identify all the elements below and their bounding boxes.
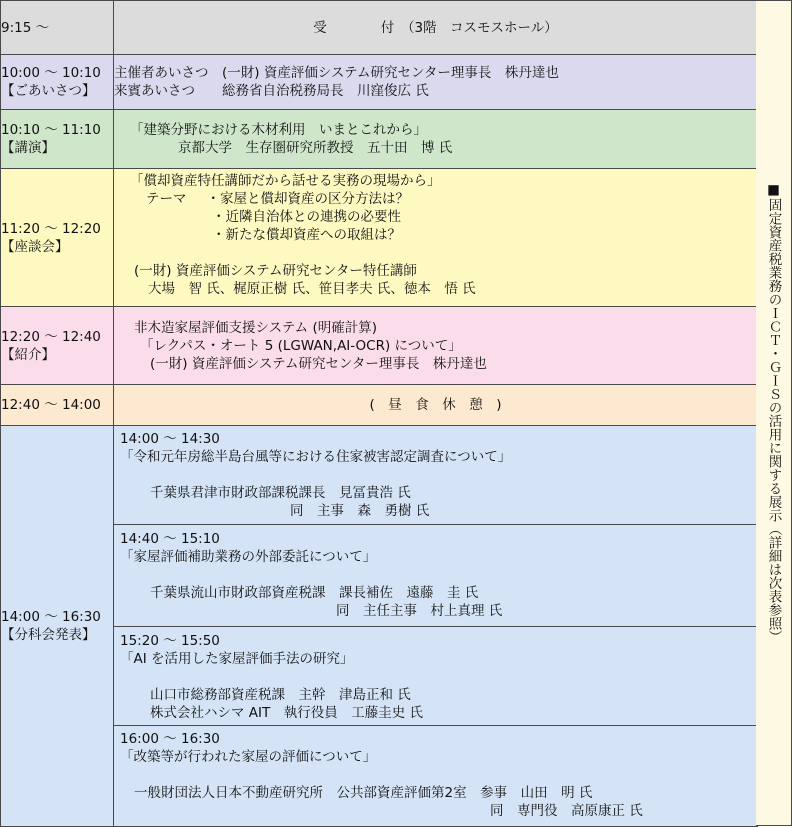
reception-label: 受 付 （3階 コスモスホール） — [313, 19, 558, 36]
session-talk-4 — [114, 726, 757, 825]
exhibition-sidebar-text: ■固定資産税業務のＩＣＴ・ＧＩＳの活用に関する展示（詳細は次表参照） — [765, 182, 782, 644]
talk-1-title: 「令和元年房総半島台風等における住家被害認定調査について」 — [120, 449, 512, 465]
intro-title: 「レクパス・オート 5 (LGWAN,AI-OCR) について」 — [140, 337, 462, 354]
intro-time-cell — [1, 307, 114, 385]
panel-time-cell — [1, 169, 114, 307]
panel-content-cell — [114, 169, 758, 307]
reception-time-cell — [1, 1, 114, 55]
lunch-row — [1, 385, 758, 426]
lunch-time-cell — [1, 385, 114, 426]
greeting-content-cell — [114, 55, 758, 110]
greeting-time: 10:00 ～ 10:10 — [1, 65, 101, 81]
session-content-cell — [114, 426, 758, 827]
panel-speakers: 大場 智 氏、梶原正樹 氏、笹目孝夫 氏、徳本 悟 氏 — [148, 281, 476, 297]
talk-2-speaker-1: 千葉県流山市財政部資産税課 課長補佐 遠藤 圭 氏 — [150, 585, 479, 601]
session-time: 14:00 ～ 16:30 — [1, 609, 101, 625]
reception-content-cell — [114, 1, 758, 55]
exhibition-sidebar — [756, 0, 792, 826]
lecture-title: 「建築分野における木材利用 いまとこれから」 — [130, 122, 427, 138]
greeting-guest-line: 来賓あいさつ 総務省自治税務局長 川窪俊広 氏 — [114, 83, 429, 99]
greeting-row — [1, 55, 758, 110]
lunch-content-cell — [114, 385, 758, 426]
talk-2-time: 14:40 ～ 15:10 — [120, 531, 220, 547]
greeting-tag: 【ごあいさつ】 — [1, 83, 96, 99]
session-row — [1, 426, 758, 827]
talk-4-speaker-1: 一般財団法人日本不動産研究所 公共部資産評価第2室 参事 山田 明 氏 — [134, 785, 593, 801]
session-time-cell — [1, 426, 114, 827]
reception-time: 9:15 ～ — [1, 19, 50, 36]
lecture-speaker: 京都大学 生存圏研究所教授 五十田 博 氏 — [178, 140, 453, 156]
talk-4-time: 16:00 ～ 16:30 — [120, 731, 220, 747]
reception-row — [1, 1, 758, 55]
talk-1-speaker-1: 千葉県君津市財政部課税課長 見冨貴浩 氏 — [150, 485, 411, 501]
panel-tag: 【座談会】 — [1, 238, 69, 255]
lecture-row — [1, 110, 758, 169]
talk-3-speaker-1: 山口市総務部資産税課 主幹 津島正和 氏 — [150, 687, 411, 703]
panel-theme-label: テーマ — [146, 191, 187, 207]
intro-time: 12:20 ～ 12:40 — [1, 328, 101, 345]
greeting-time-cell — [1, 55, 114, 110]
intro-content-cell — [114, 307, 758, 385]
talk-3-speaker-2: 株式会社ハシマ AIT 執行役員 工藤圭史 氏 — [150, 705, 424, 721]
lunch-time: 12:40 ～ 14:00 — [1, 397, 101, 413]
lecture-tag: 【講演】 — [1, 140, 55, 156]
intro-row — [1, 307, 758, 385]
session-tag: 【分科会発表】 — [1, 627, 96, 643]
lecture-time-cell — [1, 110, 114, 169]
session-talk-1 — [114, 426, 757, 525]
greeting-host-line: 主催者あいさつ (一財) 資産評価システム研究センター理事長 株丹達也 — [114, 65, 559, 81]
talk-1-time: 14:00 ～ 14:30 — [120, 431, 220, 447]
panel-time: 11:20 ～ 12:20 — [1, 220, 101, 237]
panel-org: (一財) 資産評価システム研究センター特任講師 — [134, 263, 417, 279]
panel-theme-line-1 — [130, 190, 757, 208]
talk-3-title: 「AI を活用した家屋評価手法の研究」 — [120, 651, 354, 667]
talk-2-title: 「家屋評価補助業務の外部委託について」 — [120, 549, 377, 565]
talk-3-time: 15:20 ～ 15:50 — [120, 633, 220, 649]
intro-system: 非木造家屋評価支援システム (明確計算) — [134, 319, 377, 336]
panel-theme-2: ・近隣自治体との連携の必要性 — [212, 209, 401, 225]
lecture-content-cell — [114, 110, 758, 169]
intro-tag: 【紹介】 — [1, 346, 55, 363]
talk-4-title: 「改築等が行われた家屋の評価について」 — [120, 749, 377, 765]
lecture-time: 10:10 ～ 11:10 — [1, 122, 101, 138]
talk-1-speaker-2: 同 主事 森 勇樹 氏 — [290, 503, 430, 519]
panel-theme-1: ・家屋と償却資産の区分方法は？ — [206, 191, 409, 207]
talk-4-speaker-2: 同 専門役 高原康正 氏 — [490, 803, 643, 819]
intro-speaker: (一財) 資産評価システム研究センター理事長 株丹達也 — [150, 355, 487, 372]
panel-title: 「償却資産特任講師だから話せる実務の現場から」 — [130, 173, 441, 189]
lunch-label: ( 昼 食 休 憩 ) — [369, 397, 502, 413]
session-talk-3 — [114, 627, 757, 726]
panel-theme-3: ・新たな償却資産への取組は？ — [212, 227, 401, 243]
panel-row — [1, 169, 758, 307]
talk-2-speaker-2: 同 主任主事 村上真理 氏 — [336, 603, 503, 619]
session-talk-2 — [114, 525, 757, 627]
